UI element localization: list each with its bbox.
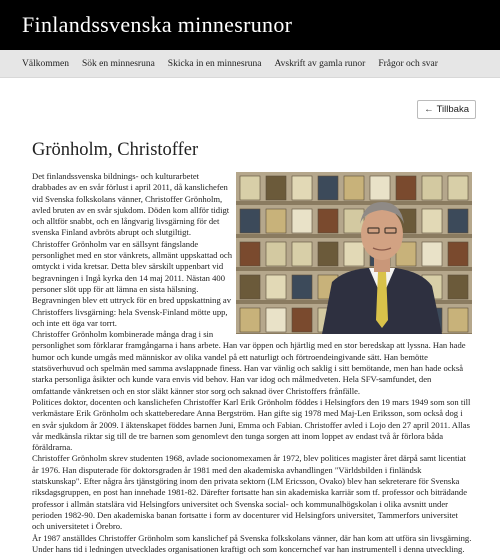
portrait-photo: [236, 172, 472, 334]
paragraph: Christoffer Grönholm var en sällsynt fängslande personlighet med en stor vänkrets, allmänt uppskattad och omtyckt i vida kretsar. Detta blev särskilt uppenbart vid begravningen i Ingå kyrka den 14 maj 2011. Nästan 400 personer slöt upp för att lämna en sista hälsning. Begravningen blev ett uttryck för en bred uppskattning av Christoffers livsgärning: hela Svensk-Finland mötte upp, och inte ett öga var torrt.: [32, 239, 472, 329]
arrow-left-icon: ←: [424, 104, 434, 115]
paragraph: Christoffer Grönholm skrev studenten 1968, avlade socionomexamen år 1972, blev politices magister året därpå samt licentiat år 1976. Han disputerade för doktorsgraden år 1981 med den akademiska avhandlingen "Världsbilden i finländsk statskunskap". Efter några års tjänstgöring inom den privata sektorn (LM Ericsson, Ovako) blev han sekreterare för Svenska riksdagsgruppen, en post han innehade 1981-82. Därefter fortsatte han sin akademiska karriär som tf. professor och biträdande professor i allmän statslära vid Helsingfors universitet och Svenska social- och kommunalhögskolan i olika avsnitt under perioden 1982-90. Den akademiska banan fortsatte i form av docenturer vid Helsingfors universitet, Tammerfors universitet och universitetet i Örebro.: [32, 453, 472, 532]
back-button-label: Tillbaka: [437, 104, 469, 115]
paragraph: År 1987 anställdes Christoffer Grönholm som kanslichef på Svenska folkskolans vänner, där han kom att utföra sin livsgärning. Under hans tid i ledningen utvecklades organisationen kraftigt och som koncernchef var han instrumentell i denna utveckling.: [32, 533, 472, 555]
nav-item-sok-minnesruna[interactable]: Sök en minnesruna: [82, 59, 155, 69]
main-nav: [0, 50, 500, 78]
main-content: [0, 78, 500, 555]
site-title[interactable]: Finlandssvenska minnesrunor: [22, 12, 292, 38]
paragraph: Politices doktor, docenten och kanslichefen Christoffer Karl Erik Grönholm föddes i Helsingfors den 19 mars 1949 som son till verkmästare Erik Grönholm och skatteberedare Anna Bergström. Han gifte sig 1978 med Maj-Len Eriksson, som också dog i en svår sjukdom år 2009. I äktenskapet föddes barnen Juni, Emma och Fabian. Christoffer avled i Lojo den 27 april 2011. Allas vår medkänsla riktar sig till de tre barnen som genomlevt den tunga sorgen att inom loppet av endast två år förlora båda föräldrarna.: [32, 397, 472, 453]
nav-item-skicka-minnesruna[interactable]: Skicka in en minnesruna: [168, 59, 262, 69]
paragraph: Det finlandssvenska bildnings- och kulturarbetet drabbades av en svår förlust i april 2011, då kanslichefen vid Svenska folkskolans vänner, Christoffer Grönholm, avled bruten av en svår sjukdom. Döden kom allför tidigt och alltför snabbt, och en långvarig livsgärning för det svenska Finland avbröts abrupt och slutgiltigt.: [32, 171, 472, 239]
back-button[interactable]: [417, 100, 476, 119]
paragraph: Christoffer Grönholm kombinerade många drag i sin personlighet som förklarar framgångarna i hans arbete. Han var öppen och hjärtlig med en stor beredskap att lyssna. Han hade humor och kunde umgås med människor av olika vandel på ett naturligt och förtroendeingivande sätt. Han bemötte statsöverhuvud och spelmän med samma avslappnade finess. Han var vänlig och saklig i sitt bemötande, men han hade också starka personliga åsikter och kunde vara envis vid behov. Han var idog och målmedveten. Hela SFV-samfundet, den omfattande vänkretsen och en stor släkt känner stor sorg och saknad över Christoffers frånfälle.: [32, 329, 472, 397]
article-body: [32, 171, 472, 555]
nav-item-fragor[interactable]: Frågor och svar: [378, 59, 438, 69]
nav-item-avskrift[interactable]: Avskrift av gamla runor: [274, 59, 365, 69]
page-title: Grönholm, Christoffer: [32, 78, 472, 161]
site-header: [0, 0, 500, 50]
nav-item-valkommen[interactable]: Välkommen: [22, 59, 69, 69]
